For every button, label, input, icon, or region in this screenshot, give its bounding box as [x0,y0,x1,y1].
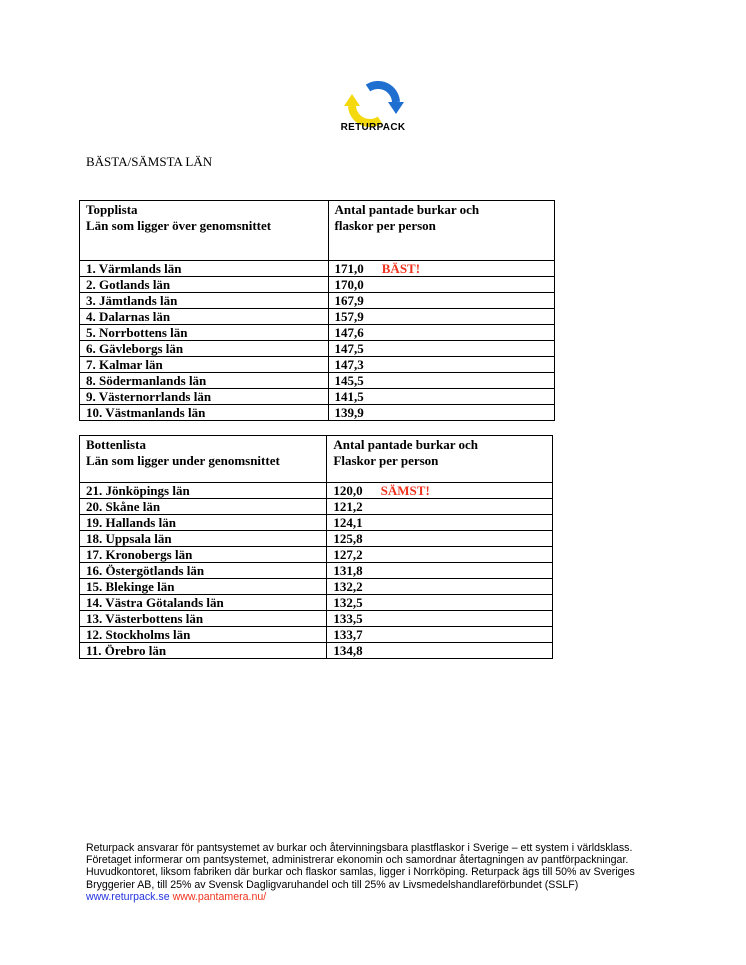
value: 134,8 [333,643,363,658]
value: 147,5 [334,341,364,356]
returpack-link[interactable]: www.returpack.se [86,890,170,903]
value-cell [327,595,553,611]
table-row [80,277,555,293]
footer-line: Returpack ansvarar för pantsystemet av burkar och återvinningsbara plastflaskor i Sverige – ett system i världsklass. [86,842,633,854]
footer-line: Bryggerier AB, till 25% av Svensk Dagligvaruhandel och till 25% av Livsmedelshandlareförbundet (SSLF) [86,878,579,891]
county-name: 4. Dalarnas län [80,309,329,325]
table-row [80,373,555,389]
table-row [80,325,555,341]
rank-badge: BÄST! [381,261,421,276]
header-col1 [80,436,327,483]
header-subtitle: Län som ligger under genomsnittet [86,453,280,468]
value-cell [328,373,554,389]
value: 147,3 [334,357,364,372]
value: 120,0 [333,483,363,498]
table-row [80,341,555,357]
value-cell [327,643,553,659]
value-cell [328,293,554,309]
value-cell [327,531,553,547]
county-name: 18. Uppsala län [80,531,327,547]
county-name: 1. Värmlands län [80,261,329,277]
value: 133,5 [333,611,363,626]
county-name: 17. Kronobergs län [80,547,327,563]
header-title: Bottenlista [86,437,146,452]
table-row [80,627,553,643]
table-row [80,531,553,547]
table-row [80,357,555,373]
table-row [80,293,555,309]
county-name: 9. Västernorrlands län [80,389,329,405]
value: 171,0 [334,261,364,276]
value: 141,5 [334,389,364,404]
header-text: Flaskor per person [333,453,439,468]
value: 132,5 [333,595,363,610]
county-name: 16. Östergötlands län [80,563,327,579]
county-name: 14. Västra Götalands län [80,595,327,611]
value: 147,6 [334,325,364,340]
value-cell [328,261,554,277]
rank-badge: SÄMST! [380,483,430,498]
value-cell [327,499,553,515]
value-cell [328,341,554,357]
table-row [80,405,555,421]
value: 167,9 [334,293,364,308]
county-name: 20. Skåne län [80,499,327,515]
county-name: 7. Kalmar län [80,357,329,373]
value-cell [327,611,553,627]
table-row [80,595,553,611]
top-list-table [79,200,555,421]
pantamera-link[interactable]: www.pantamera.nu/ [172,890,267,903]
header-subtitle: Län som ligger över genomsnittet [86,218,272,233]
value-cell [328,389,554,405]
value-cell [327,483,553,499]
table-row [80,547,553,563]
county-name: 21. Jönköpings län [80,483,327,499]
value-cell [327,579,553,595]
county-name: 15. Blekinge län [80,579,327,595]
footer-links [86,891,635,903]
value-cell [328,357,554,373]
table-row [80,261,555,277]
county-name: 5. Norrbottens län [80,325,329,341]
value: 124,1 [333,515,363,530]
table-row [80,309,555,325]
value-cell [328,325,554,341]
table-row [80,483,553,499]
header-text: Antal pantade burkar och [333,437,479,452]
value: 145,5 [334,373,364,388]
county-name: 13. Västerbottens län [80,611,327,627]
value-cell [327,627,553,643]
footer-line: Huvudkontoret, liksom fabriken där burkar och flaskor samlas, ligger i Norrköping. Returpack ägs till 50% av Sveriges [86,866,635,879]
footer-line: Företaget informerar om pantsystemet, administrerar ekonomin och samordnar återtagningen av pantförpackningar. [86,854,629,867]
logo-text: RETURPACK [340,122,406,133]
county-name: 11. Örebro län [80,643,327,659]
value-cell [327,547,553,563]
value: 170,0 [334,277,364,292]
county-name: 3. Jämtlands län [80,293,329,309]
table-header-row [80,436,553,483]
value: 133,7 [333,627,363,642]
value: 121,2 [333,499,363,514]
value-cell [328,405,554,421]
header-col1 [80,201,329,261]
table-row [80,611,553,627]
table-row [80,579,553,595]
county-name: 2. Gotlands län [80,277,329,293]
value: 131,8 [333,563,363,578]
value: 127,2 [333,547,363,562]
county-name: 12. Stockholms län [80,627,327,643]
value: 139,9 [334,405,364,420]
header-text: flaskor per person [334,218,436,233]
header-text: Antal pantade burkar och [334,202,480,217]
header-col2 [328,201,554,261]
table-row [80,389,555,405]
header-col2 [327,436,553,483]
header-title: Topplista [86,202,138,217]
footer-text [86,842,635,903]
table-row [80,563,553,579]
table-row [80,499,553,515]
county-name: 19. Hallands län [80,515,327,531]
value: 157,9 [334,309,364,324]
value-cell [327,563,553,579]
county-name: 10. Västmanlands län [80,405,329,421]
value-cell [327,515,553,531]
table-row [80,643,553,659]
bottom-list-table [79,435,553,659]
value: 132,2 [333,579,363,594]
page-title: BÄSTA/SÄMSTA LÄN [86,154,213,169]
table-row [80,515,553,531]
value-cell [328,309,554,325]
value-cell [328,277,554,293]
county-name: 8. Södermanlands län [80,373,329,389]
table-header-row [80,201,555,261]
county-name: 6. Gävleborgs län [80,341,329,357]
value: 125,8 [333,531,363,546]
